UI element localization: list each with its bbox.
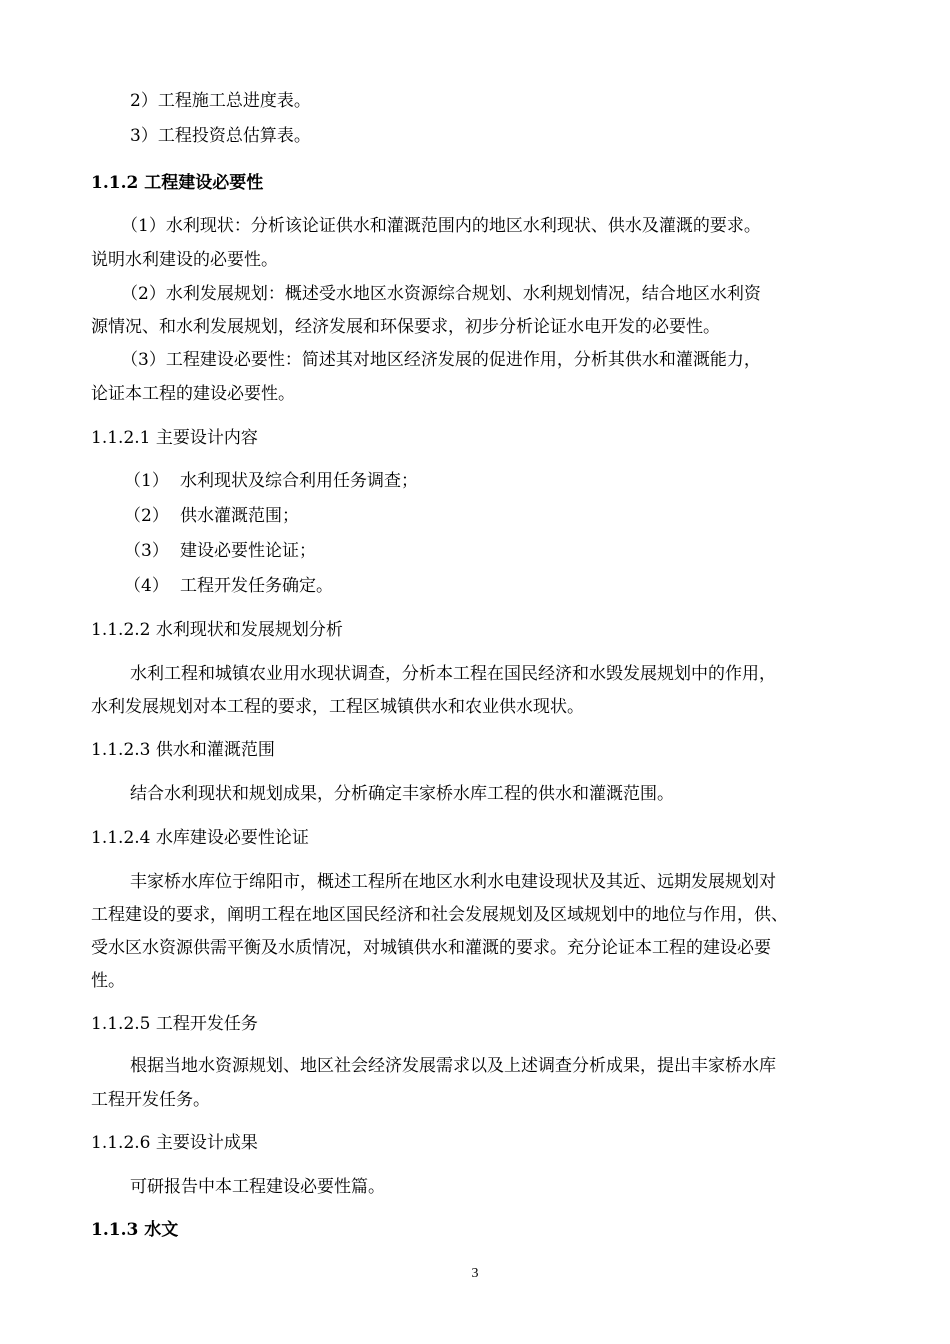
paragraph-line: 性。 (91, 971, 125, 991)
paragraph-line: 丰家桥水库位于绵阳市，概述工程所在地区水利水电建设现状及其近、远期发展规划对 (130, 872, 776, 892)
list-marker: （2） (124, 506, 169, 526)
list-item: 建设必要性论证； (180, 541, 316, 561)
paragraph-line: 论证本工程的建设必要性。 (91, 384, 295, 404)
subsection-heading: 1.1.2.6 主要设计成果 (91, 1133, 258, 1153)
paragraph-line: 工程开发任务。 (91, 1090, 210, 1110)
paragraph-line: 源情况、和水利发展规划，经济发展和环保要求，初步分析论证水电开发的必要性。 (91, 317, 720, 337)
paragraph-line: 工程建设的要求，阐明工程在地区国民经济和社会发展规划及区域规划中的地位与作用，供、 (91, 905, 788, 925)
list-item: 供水灌溉范围； (180, 506, 299, 526)
paragraph-line: 水利工程和城镇农业用水现状调查，分析本工程在国民经济和水毁发展规划中的作用， (130, 664, 776, 684)
subsection-heading: 1.1.2.1 主要设计内容 (91, 428, 258, 448)
paragraph-line: 受水区水资源供需平衡及水质情况，对城镇供水和灌溉的要求。充分论证本工程的建设必要 (91, 938, 771, 958)
paragraph-line: （2）水利发展规划：概述受水地区水资源综合规划、水利规划情况，结合地区水利资 (121, 284, 761, 304)
subsection-heading: 1.1.2.4 水库建设必要性论证 (91, 828, 309, 848)
paragraph-line: 说明水利建设的必要性。 (91, 250, 278, 270)
list-item: 工程开发任务确定。 (180, 576, 333, 596)
paragraph-line: （1）水利现状：分析该论证供水和灌溉范围内的地区水利现状、供水及灌溉的要求。 (121, 216, 761, 236)
list-item: 3）工程投资总估算表。 (130, 126, 311, 146)
paragraph-line: （3）工程建设必要性：简述其对地区经济发展的促进作用，分析其供水和灌溉能力， (121, 350, 761, 370)
section-heading: 1.1.2 工程建设必要性 (91, 173, 264, 193)
list-item: 2）工程施工总进度表。 (130, 91, 311, 111)
list-marker: （3） (124, 541, 169, 561)
subsection-heading: 1.1.2.2 水利现状和发展规划分析 (91, 620, 343, 640)
paragraph-line: 根据当地水资源规划、地区社会经济发展需求以及上述调查分析成果，提出丰家桥水库 (130, 1056, 776, 1076)
paragraph-line: 可研报告中本工程建设必要性篇。 (130, 1177, 385, 1197)
section-heading: 1.1.3 水文 (91, 1220, 179, 1240)
subsection-heading: 1.1.2.5 工程开发任务 (91, 1014, 258, 1034)
paragraph-line: 水利发展规划对本工程的要求，工程区城镇供水和农业供水现状。 (91, 697, 584, 717)
paragraph-line: 结合水利现状和规划成果，分析确定丰家桥水库工程的供水和灌溉范围。 (130, 784, 674, 804)
list-marker: （1） (124, 471, 169, 491)
list-item: 水利现状及综合利用任务调查； (180, 471, 418, 491)
list-marker: （4） (124, 576, 169, 596)
subsection-heading: 1.1.2.3 供水和灌溉范围 (91, 740, 275, 760)
page-number: 3 (471, 1266, 479, 1281)
